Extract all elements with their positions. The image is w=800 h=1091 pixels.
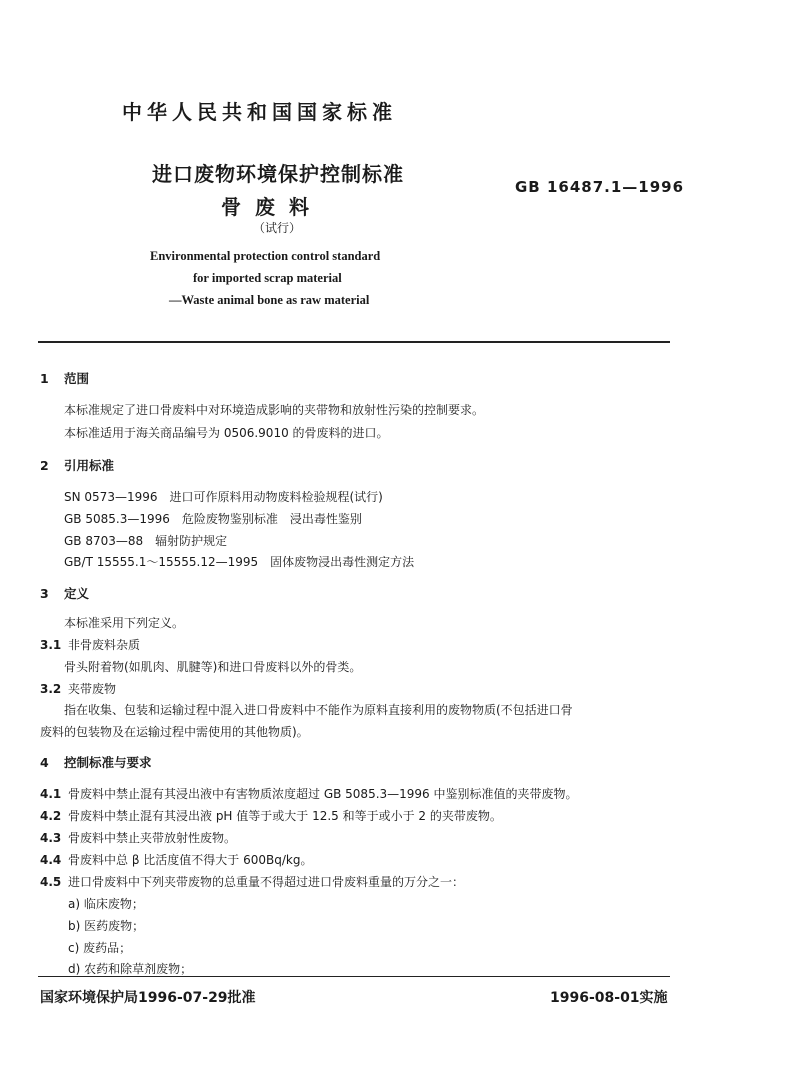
standard-title: 进口废物环境保护控制标准 <box>152 162 404 186</box>
definition-heading <box>40 680 116 697</box>
english-title-line: —Waste animal bone as raw material <box>169 293 370 307</box>
paragraph: 骨头附着物(如肌肉、肌腱等)和进口骨废料以外的骨类。 <box>64 660 362 674</box>
paragraph: 废料的包装物及在运输过程中需使用的其他物质)。 <box>40 725 309 739</box>
approval-date: 国家环境保护局1996-07-29批准 <box>40 990 256 1006</box>
clause-item <box>40 807 502 824</box>
clause-item <box>40 829 236 846</box>
english-title-line: Environmental protection control standard <box>150 249 381 263</box>
clause-number: 3.2 <box>40 682 62 696</box>
clause-item <box>40 785 578 802</box>
section-number: 2 <box>40 458 49 473</box>
section-number: 4 <box>40 755 49 770</box>
clause-number: 3.1 <box>40 638 62 652</box>
reference-item: SN 0573—1996 进口可作原料用动物废料检验规程(试行) <box>64 490 383 504</box>
clause-number: 4.2 <box>40 809 62 823</box>
trial-note: （试行） <box>253 221 302 235</box>
section-title: 控制标准与要求 <box>64 755 152 770</box>
standard-subtitle: 骨废料 <box>221 195 323 219</box>
clause-text: 骨废料中禁止混有其浸出液中有害物质浓度超过 GB 5085.3—1996 中鉴别标准值的夹带废物。 <box>68 787 578 801</box>
bottom-divider <box>38 976 670 977</box>
top-divider <box>38 341 670 343</box>
reference-item: GB 8703—88 辐射防护规定 <box>64 534 228 548</box>
paragraph: 指在收集、包装和运输过程中混入进口骨废料中不能作为原料直接利用的废物物质(不包括进口骨 <box>64 703 573 717</box>
section-heading <box>40 369 89 387</box>
clause-number: 4.3 <box>40 831 62 845</box>
definition-term: 夹带废物 <box>68 682 117 696</box>
section-number: 3 <box>40 586 49 601</box>
clause-text: 进口骨废料中下列夹带废物的总重量不得超过进口骨废料重量的万分之一： <box>68 875 465 889</box>
reference-item: GB 5085.3—1996 危险废物鉴别标准 浸出毒性鉴别 <box>64 512 362 526</box>
section-title: 引用标准 <box>64 458 115 473</box>
section-number: 1 <box>40 371 49 386</box>
section-title: 定义 <box>64 586 90 601</box>
clause-number: 4.4 <box>40 853 62 867</box>
clause-number: 4.5 <box>40 875 62 889</box>
clause-item <box>40 873 464 890</box>
list-item: b) 医药废物； <box>68 919 145 933</box>
english-title-line: for imported scrap material <box>193 271 342 285</box>
effective-date: 1996-08-01实施 <box>550 990 668 1006</box>
national-standard-heading: 中华人民共和国国家标准 <box>122 100 397 124</box>
list-item: d) 农药和除草剂废物； <box>68 962 193 976</box>
clause-text: 骨废料中总 β 比活度值不得大于 600Bq/kg。 <box>68 853 313 867</box>
section-heading <box>40 456 114 474</box>
section-heading <box>40 753 152 771</box>
list-item: c) 废药品； <box>68 941 132 955</box>
clause-text: 骨废料中禁止夹带放射性废物。 <box>68 831 237 845</box>
section-title: 范围 <box>64 371 90 386</box>
standard-code: GB 16487.1—1996 <box>515 178 685 196</box>
clause-item <box>40 851 312 868</box>
paragraph: 本标准采用下列定义。 <box>64 616 185 630</box>
section-heading <box>40 584 89 602</box>
reference-item: GB/T 15555.1～15555.12—1995 固体废物浸出毒性测定方法 <box>64 555 415 569</box>
clause-number: 4.1 <box>40 787 62 801</box>
paragraph: 本标准规定了进口骨废料中对环境造成影响的夹带物和放射性污染的控制要求。 <box>64 403 485 417</box>
list-item: a) 临床废物； <box>68 897 144 911</box>
paragraph: 本标准适用于海关商品编号为 0506.9010 的骨废料的进口。 <box>64 426 389 440</box>
definition-term: 非骨废料杂质 <box>68 638 141 652</box>
definition-heading <box>40 636 140 653</box>
clause-text: 骨废料中禁止混有其浸出液 pH 值等于或大于 12.5 和等于或小于 2 的夹带废物。 <box>68 809 502 823</box>
